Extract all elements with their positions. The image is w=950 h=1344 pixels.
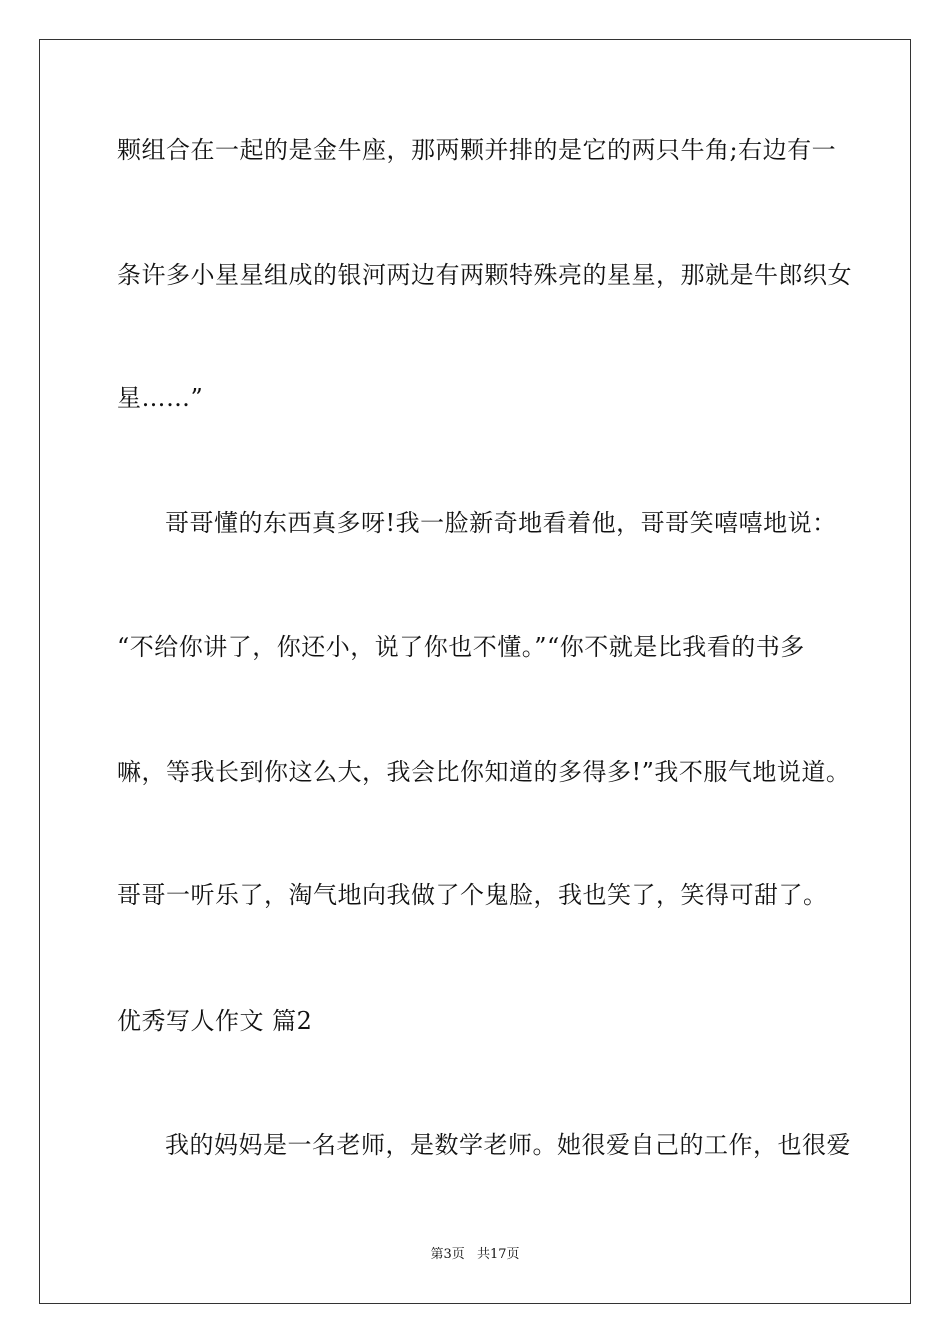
text-line: 条许多小星星组成的银河两边有两颗特殊亮的星星，那就是牛郎织女 <box>117 261 852 289</box>
section-heading: 优秀写人作文 篇2 <box>117 1007 313 1035</box>
text-line: 星……” <box>117 384 204 412</box>
page-number: 第3页 <box>430 1247 465 1262</box>
text-line: 颗组合在一起的是金牛座，那两颗并排的是它的两只牛角;右边有一 <box>117 136 837 164</box>
text-line: “不给你讲了，你还小，说了你也不懂。”“你不就是比我看的书多 <box>117 633 805 661</box>
page-border <box>39 39 911 1304</box>
page-total: 共17页 <box>476 1247 520 1262</box>
paragraph-first-line: 我的妈妈是一名老师，是数学老师。她很爱自己的工作，也很爱 <box>165 1131 851 1159</box>
paragraph-first-line: 哥哥懂的东西真多呀!我一脸新奇地看着他，哥哥笑嘻嘻地说： <box>165 509 837 537</box>
text-line: 嘛，等我长到你这么大，我会比你知道的多得多!”我不服气地说道。 <box>117 758 851 786</box>
text-line: 哥哥一听乐了，淘气地向我做了个鬼脸，我也笑了，笑得可甜了。 <box>117 881 828 909</box>
page-footer <box>0 1247 950 1263</box>
